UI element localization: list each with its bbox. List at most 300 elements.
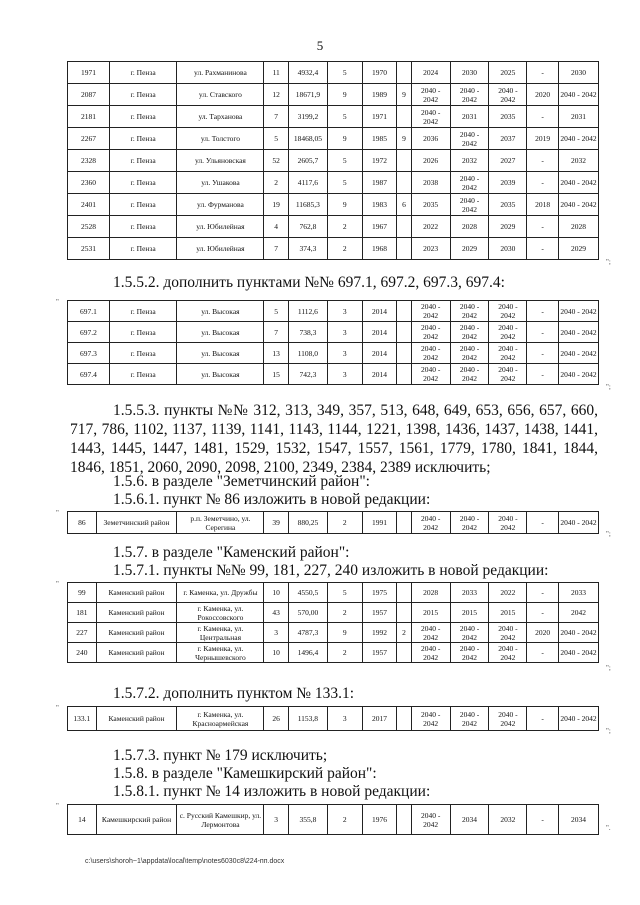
table-cell [397,322,411,343]
opening-quote-mark: " [56,298,59,306]
closing-quote-mark: ". [606,824,611,832]
table-cell: 2 [264,172,289,194]
table-cell: 2040 - 2042 [450,364,489,385]
table-cell: 6 [397,194,411,216]
table-cell: 9 [327,194,362,216]
paragraph-1-5-5-3: 1.5.5.3. пункты №№ 312, 313, 349, 357, 513, 648, 649, 653, 656, 657, 660, 717, 786, 1102, 1137, 1139, 1141, 1143, 1144, 1221, 1398, 1436, 1437, 1438, 1441, 1443, 1445, 1447, 1481, 1529, 1532, 1547, 1557, 1561, 1779, 1780, 1841, 1844, 1846, 1851, 2060, 2090, 2098, 2100, 2349, 2384, 2389 исключить; [70,402,598,476]
table-cell: - [527,805,559,835]
table-row [68,805,599,835]
table-cell: 3199,2 [288,106,327,128]
table-cell: 570,00 [288,603,327,623]
table-cell: - [527,364,559,385]
table-cell: 2030 [489,238,527,260]
table-cell: г. Каменка, ул. Чернышевского [177,643,264,663]
table-cell: 2 [327,216,362,238]
table-cell: ул. Высокая [177,322,264,343]
table-row [68,150,599,172]
table-cell: 2033 [450,583,489,603]
table-cell: 2040 - 2042 [559,343,599,364]
paragraph-1-5-7-1: 1.5.7.1. пункты №№ 99, 181, 227, 240 изложить в новой редакции: [113,562,549,579]
table-row [68,583,599,603]
housing-table-kamenka-new [67,706,599,731]
table-row [68,84,599,106]
table-cell: г. Пенза [109,194,177,216]
table-cell: 2035 [489,194,527,216]
table-cell: 2033 [559,583,599,603]
table-cell: - [527,106,559,128]
table-cell: 133.1 [68,707,97,731]
table-row [68,301,599,322]
table-cell: - [527,301,559,322]
table-cell: 39 [264,512,289,534]
table-cell: 5 [264,128,289,150]
table-cell: 43 [264,603,289,623]
table-cell: 2 [327,805,362,835]
table-row [68,216,599,238]
table-cell: 3 [264,805,289,835]
table-row [68,603,599,623]
table-cell: - [527,62,559,84]
table-cell: 2267 [68,128,110,150]
table-cell: 19 [264,194,289,216]
table-row [68,238,599,260]
table-cell: 2026 [411,150,450,172]
table-cell: ул. Ставского [177,84,264,106]
table-cell: 5 [264,301,289,322]
table-cell: 2040 - 2042 [411,623,450,643]
table-cell: 2028 [450,216,489,238]
housing-table-vysokaya [67,300,599,385]
table-cell: 1968 [362,238,397,260]
table-cell: 2040 - 2042 [450,194,489,216]
table-cell: 2528 [68,216,110,238]
table-cell: 2023 [411,238,450,260]
table-cell: 2034 [559,805,599,835]
table-cell: 1987 [362,172,397,194]
table-cell: 1957 [362,643,397,663]
table-cell: 2 [397,623,411,643]
table-cell: 2040 - 2042 [411,322,450,343]
table-cell: - [527,512,559,534]
table-cell: 2038 [411,172,450,194]
table-row [68,62,599,84]
table-cell: 2032 [450,150,489,172]
table-cell: 1971 [362,106,397,128]
table-cell: 2040 - 2042 [411,343,450,364]
table-cell: 2401 [68,194,110,216]
table-cell [397,512,411,534]
table-cell: 2018 [527,194,559,216]
housing-table-kamenka [67,582,599,663]
table-row [68,707,599,731]
table-cell [397,643,411,663]
table-cell: - [527,216,559,238]
paragraph-1-5-5-2: 1.5.5.2. дополнить пунктами №№ 697.1, 697.2, 697.3, 697.4: [113,274,505,291]
table-cell: 2036 [411,128,450,150]
table-cell: 2040 - 2042 [489,643,527,663]
table-cell: 2040 - 2042 [450,128,489,150]
table-cell: - [527,238,559,260]
table-cell: 2040 - 2042 [489,301,527,322]
table-cell: 697.1 [68,301,110,322]
housing-table-penza [67,61,599,260]
table-cell: 2028 [559,216,599,238]
table-cell: 738,3 [288,322,327,343]
table-cell: 1983 [362,194,397,216]
table-cell: - [527,603,559,623]
table-cell: 1957 [362,603,397,623]
table-cell: 2022 [489,583,527,603]
table-cell: 1971 [68,62,110,84]
table-row [68,643,599,663]
table-cell: 5 [327,583,362,603]
table-cell: 2039 [489,172,527,194]
table-cell: г. Пенза [109,84,177,106]
table-cell: 227 [68,623,97,643]
table-cell: 2040 - 2042 [411,364,450,385]
table-cell: 2015 [411,603,450,623]
table-cell: 2040 - 2042 [559,322,599,343]
table-cell: 3 [327,707,362,731]
table-cell: 697.4 [68,364,110,385]
table-cell: ул. Высокая [177,343,264,364]
paragraph-1-5-7-3: 1.5.7.3. пункт № 179 исключить; [113,747,328,764]
table-cell: г. Пенза [109,216,177,238]
table-cell: г. Пенза [109,364,177,385]
table-cell: 2040 - 2042 [559,707,599,731]
table-cell [397,150,411,172]
table-cell: 181 [68,603,97,623]
table-cell: 99 [68,583,97,603]
table-cell: Камешкирский район [96,805,177,835]
table-cell: 2031 [559,106,599,128]
table-cell: г. Каменка, ул. Дружбы [177,583,264,603]
table-cell: 14 [68,805,97,835]
table-cell: 11 [264,62,289,84]
table-cell: 2040 - 2042 [489,343,527,364]
table-cell: 2027 [489,150,527,172]
table-row [68,623,599,643]
paragraph-1-5-6: 1.5.6. в разделе "Земетчинский район": [113,473,370,490]
table-cell: ул. Фурманова [177,194,264,216]
table-cell: р.п. Земетчино, ул. Серегина [177,512,264,534]
table-cell: ул. Ульяновская [177,150,264,172]
table-cell: Каменский район [96,583,177,603]
table-row [68,364,599,385]
closing-quote-mark: "; [606,664,611,672]
table-cell: ул. Рахманинова [177,62,264,84]
table-cell: 697.2 [68,322,110,343]
table-cell: 2040 - 2042 [411,106,450,128]
table-cell: г. Пенза [109,128,177,150]
table-cell: 2029 [559,238,599,260]
table-cell: 3 [327,322,362,343]
table-cell: ул. Толстого [177,128,264,150]
table-cell: 2 [327,512,362,534]
table-cell: 2035 [411,194,450,216]
table-cell: ул. Юбилейная [177,238,264,260]
table-cell: 2040 - 2042 [489,707,527,731]
table-cell: 355,8 [288,805,327,835]
table-cell: 2360 [68,172,110,194]
table-cell: - [527,707,559,731]
closing-quote-mark: "; [606,727,611,735]
table-row [68,128,599,150]
table-cell: ул. Высокая [177,301,264,322]
table-cell: 4787,3 [288,623,327,643]
table-cell: 2031 [450,106,489,128]
table-cell: 2034 [450,805,489,835]
table-cell: 2 [327,603,362,623]
table-cell: 2040 - 2042 [559,84,599,106]
table-cell: 2040 - 2042 [450,643,489,663]
table-cell: г. Пенза [109,322,177,343]
table-cell [397,216,411,238]
table-cell: 3 [327,364,362,385]
table-cell: 2025 [489,62,527,84]
table-cell: 2029 [489,216,527,238]
table-cell: 18468,05 [288,128,327,150]
table-cell: 1976 [362,805,397,835]
table-cell: 374,3 [288,238,327,260]
table-cell: с. Русский Камешкир, ул. Лермонтова [177,805,264,835]
table-cell [397,805,411,835]
table-cell: 1972 [362,150,397,172]
table-cell: 1992 [362,623,397,643]
table-cell: 2015 [450,603,489,623]
paragraph-1-5-8: 1.5.8. в разделе "Камешкирский район": [113,765,377,782]
table-cell: 2037 [489,128,527,150]
table-cell: 2017 [362,707,397,731]
table-cell: 9 [327,623,362,643]
table-cell: г. Пенза [109,343,177,364]
table-cell: 7 [264,106,289,128]
table-cell: 2040 - 2042 [411,805,450,835]
table-cell: 11685,3 [288,194,327,216]
table-cell: 18671,9 [288,84,327,106]
table-cell: 4 [264,216,289,238]
table-cell: г. Каменка, ул. Рокоссовского [177,603,264,623]
table-cell: Каменский район [96,623,177,643]
table-cell: 10 [264,583,289,603]
table-cell: 1108,0 [288,343,327,364]
table-cell: 2015 [489,603,527,623]
table-cell: 2040 - 2042 [411,512,450,534]
table-cell: 2032 [559,150,599,172]
table-cell: 10 [264,643,289,663]
table-cell: 13 [264,343,289,364]
table-cell: 2040 - 2042 [489,623,527,643]
table-cell [397,707,411,731]
table-cell: 2040 - 2042 [411,301,450,322]
table-cell: 2040 - 2042 [450,707,489,731]
table-cell: 2040 - 2042 [559,364,599,385]
table-cell: 2040 - 2042 [489,512,527,534]
table-row [68,194,599,216]
table-cell [397,106,411,128]
closing-quote-mark: "; [606,383,611,391]
table-cell: г. Каменка, ул. Центральная [177,623,264,643]
table-cell: г. Пенза [109,301,177,322]
table-cell: - [527,343,559,364]
table-cell: ул. Высокая [177,364,264,385]
table-cell: г. Пенза [109,62,177,84]
table-cell: 7 [264,238,289,260]
table-cell: 2035 [489,106,527,128]
table-row [68,512,599,534]
page-number: 5 [316,38,324,53]
table-cell: 1112,6 [288,301,327,322]
closing-quote-mark: "; [606,530,611,538]
table-cell: 2030 [559,62,599,84]
table-cell: 2040 - 2042 [489,364,527,385]
table-cell: 2040 - 2042 [489,322,527,343]
table-cell: г. Пенза [109,172,177,194]
table-cell: 2014 [362,364,397,385]
opening-quote-mark: " [56,802,59,810]
table-cell: - [527,583,559,603]
table-row [68,343,599,364]
opening-quote-mark: " [56,704,59,712]
table-cell: 1967 [362,216,397,238]
table-row [68,322,599,343]
table-cell [397,238,411,260]
table-cell: 2087 [68,84,110,106]
table-cell: 697.3 [68,343,110,364]
opening-quote-mark: " [56,580,59,588]
table-cell: 2019 [527,128,559,150]
table-cell: Каменский район [96,643,177,663]
table-cell: 2040 - 2042 [411,84,450,106]
table-cell: 2 [327,643,362,663]
table-cell: 2040 - 2042 [559,643,599,663]
table-cell: 2030 [450,62,489,84]
table-cell: 2020 [527,623,559,643]
housing-table-zemetchino [67,511,599,534]
table-cell: 2014 [362,301,397,322]
opening-quote-mark: " [56,509,59,517]
table-cell: 2181 [68,106,110,128]
table-cell: - [527,150,559,172]
table-cell: 1970 [362,62,397,84]
table-cell: 2022 [411,216,450,238]
table-cell: 2328 [68,150,110,172]
table-cell: 3 [264,623,289,643]
closing-quote-mark: "; [606,258,611,266]
table-cell: 2020 [527,84,559,106]
paragraph-1-5-8-1: 1.5.8.1. пункт № 14 изложить в новой редакции: [113,783,431,800]
document-file-path: c:\users\shoroh~1\appdata\local\temp\notes6030c8\224-пп.docx [85,858,285,865]
table-cell: 5 [327,172,362,194]
table-cell: 2040 - 2042 [411,707,450,731]
table-cell: 2531 [68,238,110,260]
table-cell: 9 [327,128,362,150]
table-cell: 7 [264,322,289,343]
table-cell: 2040 - 2042 [450,301,489,322]
table-cell: 4117,6 [288,172,327,194]
table-cell: 3 [327,301,362,322]
table-cell: 5 [327,62,362,84]
paragraph-1-5-7-2: 1.5.7.2. дополнить пунктом № 133.1: [113,685,355,702]
table-cell: ул. Тарханова [177,106,264,128]
table-cell: 4550,5 [288,583,327,603]
table-cell: 12 [264,84,289,106]
table-cell: ул. Ушакова [177,172,264,194]
table-cell: 240 [68,643,97,663]
table-cell: 762,8 [288,216,327,238]
table-cell: 1985 [362,128,397,150]
table-cell: 1975 [362,583,397,603]
table-cell: 9 [397,128,411,150]
table-cell: 86 [68,512,97,534]
table-cell: 2040 - 2042 [489,84,527,106]
table-cell: 2040 - 2042 [411,643,450,663]
table-row [68,172,599,194]
paragraph-1-5-7: 1.5.7. в разделе "Каменский район": [113,544,350,561]
table-cell: 2040 - 2042 [450,623,489,643]
table-cell: 5 [327,150,362,172]
table-cell: г. Пенза [109,238,177,260]
table-cell: Каменский район [96,707,177,731]
table-cell: ул. Юбилейная [177,216,264,238]
table-cell: 2040 - 2042 [559,194,599,216]
table-cell: 2040 - 2042 [559,128,599,150]
table-cell [397,603,411,623]
table-cell: 1991 [362,512,397,534]
table-cell: 1989 [362,84,397,106]
table-cell: 2014 [362,322,397,343]
table-cell: - [527,172,559,194]
table-cell: 26 [264,707,289,731]
table-cell: 3 [327,343,362,364]
table-cell: 880,25 [288,512,327,534]
table-cell: 9 [397,84,411,106]
table-cell: 1153,8 [288,707,327,731]
table-cell: 2040 - 2042 [559,623,599,643]
housing-table-kameshkir [67,804,599,835]
table-cell: 15 [264,364,289,385]
table-cell: г. Каменка, ул. Красноармейская [177,707,264,731]
table-cell [397,583,411,603]
table-cell: 1496,4 [288,643,327,663]
table-cell [397,364,411,385]
table-cell: 2040 - 2042 [450,512,489,534]
table-cell: 9 [327,84,362,106]
table-cell: 2605,7 [288,150,327,172]
table-cell: 2042 [559,603,599,623]
table-cell [397,301,411,322]
table-cell: 4932,4 [288,62,327,84]
table-cell: 2024 [411,62,450,84]
table-cell: Каменский район [96,603,177,623]
table-cell: 2040 - 2042 [450,84,489,106]
table-cell: 2040 - 2042 [450,172,489,194]
table-cell: 2028 [411,583,450,603]
table-cell: 2014 [362,343,397,364]
table-cell: 2040 - 2042 [450,343,489,364]
table-cell: 2040 - 2042 [450,322,489,343]
table-cell: г. Пенза [109,150,177,172]
table-cell [397,343,411,364]
table-cell [397,62,411,84]
table-cell: 52 [264,150,289,172]
table-cell: - [527,643,559,663]
table-cell [397,172,411,194]
table-cell: 2 [327,238,362,260]
table-cell: Земетчинский район [96,512,177,534]
table-cell: 2040 - 2042 [559,512,599,534]
paragraph-1-5-6-1: 1.5.6.1. пункт № 86 изложить в новой редакции: [113,491,431,508]
